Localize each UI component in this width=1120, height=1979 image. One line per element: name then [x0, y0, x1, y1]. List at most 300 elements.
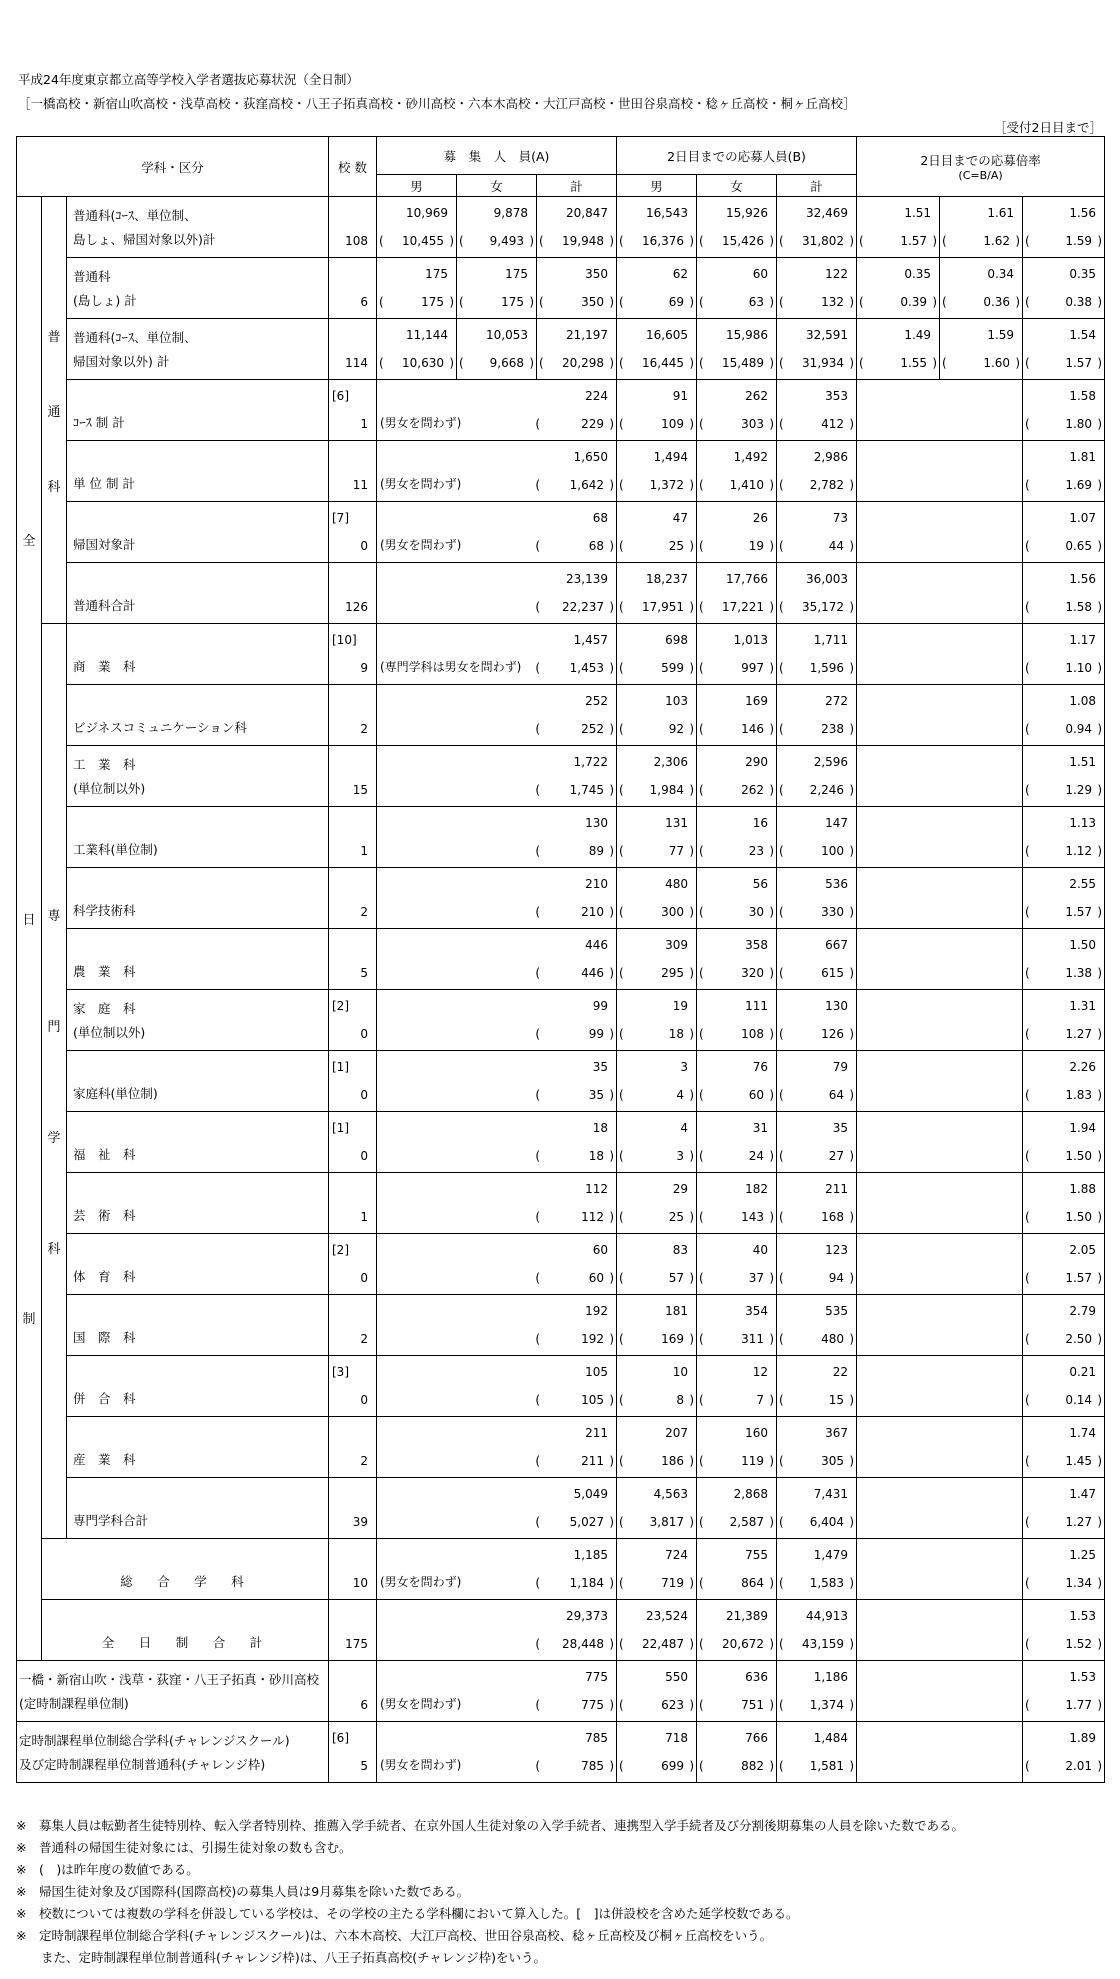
- cell-ct-paren-close: ): [1097, 661, 1103, 675]
- cell-am: [617, 502, 697, 563]
- cell-af-prev-value: 108: [741, 1027, 765, 1041]
- sougou-recruit-paren-close: ): [609, 1576, 615, 1590]
- cell-cm-paren-close: ): [932, 234, 938, 248]
- row-schools-count: 1: [360, 844, 368, 858]
- cell-at-paren-open: (: [779, 1088, 784, 1102]
- cell-am-prev-value: 18: [668, 1027, 685, 1041]
- cell-am-value: 1,494: [653, 450, 689, 464]
- bottom-ct-prev-value: 2.01: [1065, 1759, 1093, 1773]
- recruit-merged-paren-open: (: [535, 844, 541, 858]
- cell-at-paren-close: ): [849, 722, 855, 736]
- table-row: [17, 868, 1105, 929]
- zennichi_total-at-prev-value: 43,159: [802, 1637, 845, 1651]
- recruit-merged-paren-close: ): [609, 478, 615, 492]
- recruit-merged-prev-total: 5,027: [569, 1515, 605, 1529]
- cell-ct-paren-open: (: [1025, 1271, 1030, 1285]
- cell-ct-prev-value: 1.45: [1065, 1454, 1093, 1468]
- bottom-ct-paren-open: (: [1025, 1698, 1030, 1712]
- cell-af-value: 111: [745, 999, 769, 1013]
- cell-cm: [857, 197, 940, 258]
- cell-ct-prev-value: 1.12: [1065, 844, 1093, 858]
- cell-ct: [1023, 1173, 1105, 1234]
- zennichi_total-af-paren-open: (: [699, 1637, 704, 1651]
- row-schools: [329, 1478, 377, 1539]
- cell-af-value: 16: [752, 816, 769, 830]
- cell-af-paren-open: (: [699, 600, 704, 614]
- cell-ct-value: 0.35: [1069, 267, 1097, 281]
- cell-at-value: 2,596: [813, 755, 849, 769]
- bottom-am-paren-close: ): [689, 1698, 695, 1712]
- cell-at-paren-close: ): [849, 356, 855, 370]
- cell-ct: [1023, 868, 1105, 929]
- cell-am-prev-value: 25: [668, 539, 685, 553]
- zennichi_total-ct: [1023, 1600, 1105, 1661]
- cell-am-prev-value: 1,984: [649, 783, 685, 797]
- cell-at-paren-open: (: [779, 1210, 784, 1224]
- row-label: [67, 685, 329, 746]
- cell-ct-paren-open: (: [1025, 1454, 1030, 1468]
- cell-at-paren-close: ): [849, 1027, 855, 1041]
- cell-am-value: 207: [665, 1426, 689, 1440]
- row-label: [67, 929, 329, 990]
- cell-am-prev-value: 186: [661, 1454, 685, 1468]
- recruit-merged-prev-total: 22,237: [562, 600, 605, 614]
- cell-at-value: 73: [832, 511, 849, 525]
- recruit-merged: [377, 1478, 617, 1539]
- cell-af: [697, 441, 777, 502]
- recruit-merged-paren-close: ): [609, 1332, 615, 1346]
- cell-am-paren-close: ): [689, 539, 695, 553]
- cell-am: [617, 1417, 697, 1478]
- cell-ct-prev-value: 0.14: [1065, 1393, 1093, 1407]
- row-schools: [329, 1295, 377, 1356]
- cell-af-prev-value: 997: [741, 661, 765, 675]
- cell-at-value: 123: [825, 1243, 849, 1257]
- row-label: [67, 258, 329, 319]
- row-schools: [329, 807, 377, 868]
- cell-at-value: 535: [825, 1304, 849, 1318]
- row-label: [67, 1356, 329, 1417]
- recruit-merged-paren-open: (: [535, 1271, 541, 1285]
- cell-at-value: 536: [825, 877, 849, 891]
- cell-at: [777, 1356, 857, 1417]
- sougou-recruit-paren-open: (: [535, 1576, 541, 1590]
- bottom-ct-paren-open: (: [1025, 1759, 1030, 1773]
- cell-rm-paren-close: ): [449, 356, 454, 370]
- zennichi_total-am-paren-open: (: [619, 1637, 624, 1651]
- cell-am: [617, 441, 697, 502]
- cell-rf-value: 10,053: [486, 328, 528, 342]
- recruit-merged: [377, 990, 617, 1051]
- cell-af-paren-close: ): [769, 722, 775, 736]
- cell-cf-value: 0.34: [987, 267, 1015, 281]
- cell-rf-prev-value: 175: [501, 295, 524, 309]
- cell-ct-paren-close: ): [1097, 1332, 1103, 1346]
- zennichi_total-ct-prev-value: 1.52: [1065, 1637, 1093, 1651]
- cell-at-paren-open: (: [779, 295, 784, 309]
- cell-af-prev-value: 2,587: [729, 1515, 765, 1529]
- row-label: [67, 807, 329, 868]
- bottom-af-paren-close: ): [769, 1698, 775, 1712]
- recruit-merged-total: 1,650: [573, 450, 609, 464]
- recruit-merged-paren-open: (: [535, 661, 541, 675]
- recruit-merged-paren-close: ): [609, 905, 615, 919]
- row-label: [67, 502, 329, 563]
- cell-cm-prev-value: 1.55: [900, 356, 928, 370]
- recruit-merged-paren-open: (: [535, 600, 541, 614]
- cell-am-paren-close: ): [689, 417, 695, 431]
- cell-cm-value: 1.49: [904, 328, 932, 342]
- bottom-at-paren-open: (: [779, 1759, 784, 1773]
- bottom-af-paren-close: ): [769, 1759, 775, 1773]
- cell-at-prev-value: 27: [828, 1149, 845, 1163]
- cell-cf: [940, 197, 1023, 258]
- cell-rt-paren-close: ): [609, 234, 615, 248]
- cell-am-paren-open: (: [619, 844, 624, 858]
- table-row: [17, 929, 1105, 990]
- cell-am-value: 2,306: [653, 755, 689, 769]
- sougou-af: [697, 1539, 777, 1600]
- bottom-recruit-total: 775: [585, 1670, 609, 1684]
- zennichi_total-recruit-paren-close: ): [609, 1637, 615, 1651]
- cell-af: [697, 1234, 777, 1295]
- cell-am: [617, 746, 697, 807]
- cell-af: [697, 319, 777, 380]
- bottom-row-label: [17, 1661, 329, 1722]
- cell-at-paren-close: ): [849, 783, 855, 797]
- cell-af-prev-value: 303: [741, 417, 765, 431]
- cell-at-value: 36,003: [806, 572, 849, 586]
- ratio-blank: [857, 441, 1023, 502]
- bottom-row-schools-count: 6: [360, 1698, 368, 1712]
- bottom-row-schools: [329, 1661, 377, 1722]
- cell-af-prev-value: 60: [748, 1088, 765, 1102]
- sougou-af-value: 755: [745, 1548, 769, 1562]
- cell-am-paren-close: ): [689, 1454, 695, 1468]
- cell-am-paren-close: ): [689, 1088, 695, 1102]
- recruit-merged-paren-open: (: [535, 783, 541, 797]
- cell-at-prev-value: 100: [821, 844, 845, 858]
- table-row: [17, 319, 1105, 380]
- row-label: [67, 563, 329, 624]
- recruit-merged-prev-total: 211: [581, 1454, 605, 1468]
- cell-am-paren-close: ): [689, 234, 695, 248]
- bottom-am-paren-open: (: [619, 1698, 624, 1712]
- row-schools-count: 11: [352, 478, 368, 492]
- cell-af-prev-value: 30: [748, 905, 765, 919]
- row-label: [67, 1051, 329, 1112]
- cell-am: [617, 990, 697, 1051]
- cell-ct-value: 2.79: [1069, 1304, 1097, 1318]
- row-label-line2: (島しょ) 計: [73, 293, 137, 308]
- bottom-am-value: 550: [665, 1670, 689, 1684]
- cell-cm-value: 1.51: [904, 206, 932, 220]
- cell-am-paren-close: ): [689, 1027, 695, 1041]
- recruit-merged-paren-close: ): [609, 1515, 615, 1529]
- cell-am: [617, 1356, 697, 1417]
- cell-af-paren-open: (: [699, 1088, 704, 1102]
- cell-af-paren-open: (: [699, 905, 704, 919]
- bottom-recruit-total: 785: [585, 1731, 609, 1745]
- cell-am-paren-close: ): [689, 295, 695, 309]
- bottom-ct: [1023, 1722, 1105, 1783]
- cell-at-prev-value: 44: [828, 539, 845, 553]
- cell-ct: [1023, 1112, 1105, 1173]
- row-label-line2: (単位制以外): [73, 781, 146, 796]
- cell-am-value: 131: [665, 816, 689, 830]
- cell-at-value: 272: [825, 694, 849, 708]
- cell-rt: [537, 197, 617, 258]
- cell-at-paren-open: (: [779, 1515, 784, 1529]
- side-char: 科: [47, 1242, 61, 1257]
- recruit-merged-paren-open: (: [535, 722, 541, 736]
- recruit-merged: [377, 1295, 617, 1356]
- cell-af-value: 17,766: [726, 572, 769, 586]
- recruit-merged-total: 60: [592, 1243, 609, 1257]
- cell-ct-paren-close: ): [1097, 356, 1103, 370]
- recruit-merged-total: 5,049: [573, 1487, 609, 1501]
- cell-af-paren-close: ): [769, 1210, 775, 1224]
- cell-am-paren-open: (: [619, 295, 624, 309]
- recruit-merged-total: 23,139: [566, 572, 609, 586]
- row-label: [67, 868, 329, 929]
- cell-af-paren-close: ): [769, 1515, 775, 1529]
- cell-am: [617, 624, 697, 685]
- cell-ct: [1023, 1356, 1105, 1417]
- row-label: [67, 990, 329, 1051]
- cell-af: [697, 380, 777, 441]
- cell-am-paren-close: ): [689, 356, 695, 370]
- cell-at-prev-value: 412: [821, 417, 845, 431]
- cell-at: [777, 1478, 857, 1539]
- row-schools: [329, 1173, 377, 1234]
- sougou-ratio-blank: [857, 1539, 1023, 1600]
- cell-af: [697, 868, 777, 929]
- row-label: [67, 441, 329, 502]
- bottom-recruit-paren-close: ): [609, 1698, 615, 1712]
- bottom-row-label-line1: 定時制課程単位制総合学科(チャレンジスクール): [19, 1733, 290, 1748]
- recruit-merged-paren-close: ): [609, 1088, 615, 1102]
- cell-af-prev-value: 63: [748, 295, 765, 309]
- row-schools: [329, 1051, 377, 1112]
- cell-ct-value: 1.07: [1069, 511, 1097, 525]
- cell-ct-paren-close: ): [1097, 783, 1103, 797]
- cell-ct-prev-value: 1.80: [1065, 417, 1093, 431]
- ratio-blank: [857, 807, 1023, 868]
- bottom-am-prev-value: 699: [661, 1759, 685, 1773]
- table-row: [17, 990, 1105, 1051]
- recruit-merged-prev-total: 68: [588, 539, 605, 553]
- sougou-am-prev-value: 719: [661, 1576, 685, 1590]
- cell-am-prev-value: 16,376: [642, 234, 685, 248]
- recruit-merged-paren-close: ): [609, 661, 615, 675]
- recruit-merged-paren-open: (: [535, 966, 541, 980]
- recruit-merged-paren-open: (: [535, 539, 541, 553]
- cell-af-prev-value: 17,221: [722, 600, 765, 614]
- sougou-schools: [329, 1539, 377, 1600]
- table-row: [17, 380, 1105, 441]
- bottom-recruit-note: (男女を問わず): [380, 1697, 462, 1711]
- cell-at: [777, 929, 857, 990]
- cell-af-paren-close: ): [769, 966, 775, 980]
- header-ratio: [857, 137, 1105, 197]
- cell-at-value: 32,591: [806, 328, 849, 342]
- cell-am-paren-open: (: [619, 905, 624, 919]
- cell-at-prev-value: 168: [821, 1210, 845, 1224]
- row-schools-count: 0: [360, 1271, 368, 1285]
- row-label-line2: 島しょ、帰国対象以外)計: [73, 232, 216, 247]
- cell-am: [617, 1112, 697, 1173]
- received-note: ［受付2日目まで］: [994, 120, 1102, 135]
- cell-am-paren-close: ): [689, 1271, 695, 1285]
- cell-at: [777, 197, 857, 258]
- side-char: 門: [47, 1020, 61, 1035]
- cell-at-value: 130: [825, 999, 849, 1013]
- cell-ct-paren-open: (: [1025, 661, 1030, 675]
- recruit-merged-total: 112: [585, 1182, 609, 1196]
- cell-ct-prev-value: 1.57: [1065, 905, 1093, 919]
- bottom-row-label: [17, 1722, 329, 1783]
- recruit-merged-paren-close: ): [609, 1271, 615, 1285]
- cell-rf: [457, 197, 537, 258]
- table-row: [17, 1478, 1105, 1539]
- row-schools: [329, 258, 377, 319]
- row-label: [67, 1112, 329, 1173]
- ratio-blank: [857, 502, 1023, 563]
- cell-at: [777, 258, 857, 319]
- cell-ct-paren-open: (: [1025, 1393, 1030, 1407]
- cell-ct-paren-close: ): [1097, 295, 1103, 309]
- cell-am-prev-value: 169: [661, 1332, 685, 1346]
- cell-am-prev-value: 300: [661, 905, 685, 919]
- applications-table: [16, 136, 1105, 1783]
- cell-ct-prev-value: 1.50: [1065, 1210, 1093, 1224]
- cell-am-prev-value: 4: [676, 1088, 685, 1102]
- cell-ct-value: 1.81: [1069, 450, 1097, 464]
- row-schools: [329, 197, 377, 258]
- cell-ct-paren-close: ): [1097, 966, 1103, 980]
- cell-af: [697, 563, 777, 624]
- cell-ct-paren-open: (: [1025, 1515, 1030, 1529]
- cell-af-paren-open: (: [699, 234, 704, 248]
- cell-cm-prev-value: 0.39: [900, 295, 928, 309]
- cell-at-prev-value: 6,404: [809, 1515, 845, 1529]
- zennichi_total-recruit-paren-open: (: [535, 1637, 541, 1651]
- cell-at-value: 667: [825, 938, 849, 952]
- cell-at-paren-open: (: [779, 356, 784, 370]
- ratio-blank: [857, 1478, 1023, 1539]
- table-row: [17, 1234, 1105, 1295]
- row-label-line2: (単位制以外): [73, 1025, 146, 1040]
- row-label: [67, 1234, 329, 1295]
- cell-ct-paren-close: ): [1097, 905, 1103, 919]
- cell-am-value: 480: [665, 877, 689, 891]
- bottom-ct-paren-close: ): [1097, 1698, 1103, 1712]
- cell-at-value: 2,986: [813, 450, 849, 464]
- header-recruit-male: 男: [377, 175, 457, 197]
- cell-at: [777, 807, 857, 868]
- cell-am-paren-open: (: [619, 478, 624, 492]
- table-row: [17, 197, 1105, 258]
- cell-am: [617, 1478, 697, 1539]
- cell-am-paren-close: ): [689, 905, 695, 919]
- row-label: [67, 380, 329, 441]
- row-label-line1: 工 業 科: [73, 757, 136, 772]
- table-row-zennichi_total: [17, 1600, 1105, 1661]
- zennichi_total-recruit-prev-total: 28,448: [562, 1637, 605, 1651]
- sougou-ct-paren-open: (: [1025, 1576, 1030, 1590]
- table-row: [17, 1173, 1105, 1234]
- footnotes: [16, 1815, 964, 1969]
- recruit-merged-prev-total: 1,642: [569, 478, 605, 492]
- cell-at: [777, 441, 857, 502]
- cell-ct-prev-value: 1.58: [1065, 600, 1093, 614]
- cell-ct-value: 1.08: [1069, 694, 1097, 708]
- cell-af: [697, 502, 777, 563]
- row-schools-count: 0: [360, 539, 368, 553]
- table-row: [17, 807, 1105, 868]
- cell-ct-value: 1.56: [1069, 572, 1097, 586]
- cell-ct-paren-open: (: [1025, 722, 1030, 736]
- cell-ct-paren-close: ): [1097, 478, 1103, 492]
- cell-ct-value: 1.74: [1069, 1426, 1097, 1440]
- bottom-af-prev-value: 882: [741, 1759, 765, 1773]
- row-schools: [329, 929, 377, 990]
- cell-ct-paren-close: ): [1097, 1027, 1103, 1041]
- cell-at: [777, 502, 857, 563]
- cell-am-paren-close: ): [689, 600, 695, 614]
- row-schools-count: 108: [345, 234, 368, 248]
- recruit-merged-paren-close: ): [609, 844, 615, 858]
- table-row: [17, 746, 1105, 807]
- zennichi_total-ct-value: 1.53: [1069, 1609, 1097, 1623]
- bottom-ct-value: 1.53: [1069, 1670, 1097, 1684]
- cell-am-prev-value: 3,817: [649, 1515, 685, 1529]
- ratio-blank: [857, 380, 1023, 441]
- cell-cf: [940, 258, 1023, 319]
- bottom-recruit: [377, 1661, 617, 1722]
- row-schools: [329, 1112, 377, 1173]
- cell-am-paren-open: (: [619, 600, 624, 614]
- cell-rm-value: 11,144: [406, 328, 448, 342]
- cell-rt-prev-value: 20,298: [562, 356, 605, 370]
- cell-am-paren-open: (: [619, 356, 624, 370]
- cell-ct-paren-close: ): [1097, 1088, 1103, 1102]
- row-label-line2: 科学技術科: [73, 903, 136, 918]
- recruit-merged-note: (男女を問わず): [380, 416, 462, 430]
- cell-am: [617, 197, 697, 258]
- cell-ct: [1023, 319, 1105, 380]
- cell-af-paren-close: ): [769, 1393, 775, 1407]
- row-label-line1: 家 庭 科: [73, 1001, 136, 1016]
- row-schools: [329, 441, 377, 502]
- cell-at-paren-close: ): [849, 1149, 855, 1163]
- cell-cf-paren-open: (: [942, 295, 947, 309]
- recruit-merged-paren-close: ): [609, 1027, 615, 1041]
- cell-am-prev-value: 1,372: [649, 478, 685, 492]
- cell-am-paren-close: ): [689, 722, 695, 736]
- bottom-recruit: [377, 1722, 617, 1783]
- ratio-blank: [857, 1173, 1023, 1234]
- bottom-recruit-prev-total: 785: [581, 1759, 605, 1773]
- cell-af-paren-open: (: [699, 1210, 704, 1224]
- cell-at-paren-open: (: [779, 783, 784, 797]
- cell-ct-prev-value: 1.50: [1065, 1149, 1093, 1163]
- cell-am: [617, 1295, 697, 1356]
- cell-af-value: 26: [752, 511, 769, 525]
- cell-af-paren-open: (: [699, 539, 704, 553]
- row-schools-count: 0: [360, 1149, 368, 1163]
